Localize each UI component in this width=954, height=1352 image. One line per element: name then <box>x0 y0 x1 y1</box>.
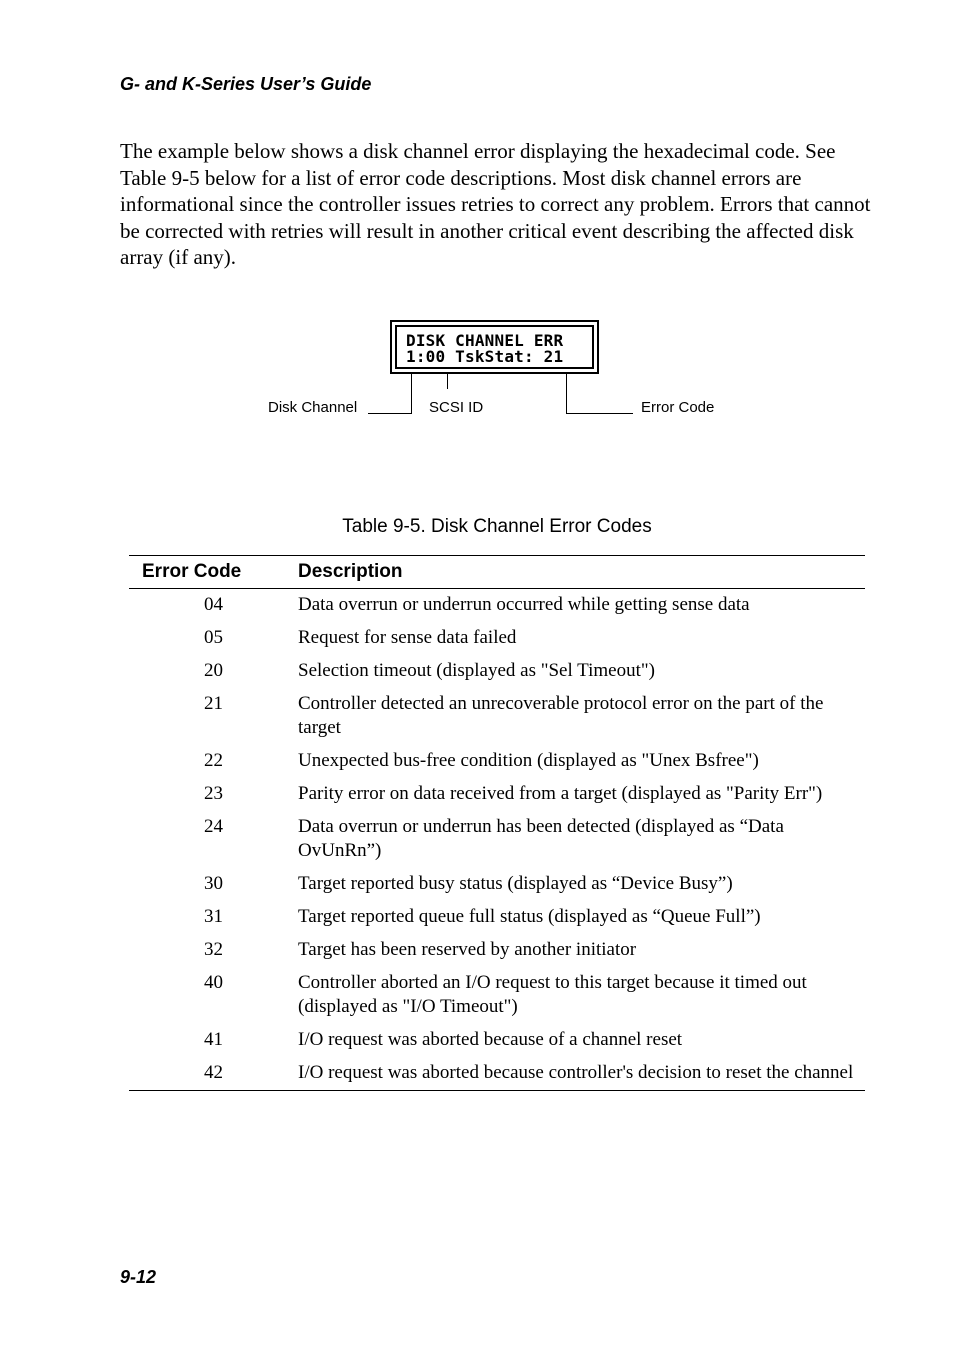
callout-error-code: Error Code <box>641 399 715 416</box>
table-row <box>129 868 865 901</box>
table-caption: Table 9-5. Disk Channel Error Codes <box>342 516 652 537</box>
running-header: G- and K-Series User’s Guide <box>120 74 372 94</box>
table-row <box>129 589 865 623</box>
table-row <box>129 655 865 688</box>
intro-paragraph: The example below shows a disk channel error displaying the hexadecimal code. See Table 9-5 below for a list of error code descriptions. Most disk channel errors are informational since the controller issues retries to correct any problem. Errors that cannot be corrected with retries will result in another critical event describing the affected disk array (if any). <box>120 139 871 269</box>
table-row <box>129 622 865 655</box>
table-header-row <box>129 556 865 589</box>
description-cell: Controller aborted an I/O request to this target because it timed out (displayed as "I/O Timeout") <box>298 972 807 1017</box>
callout-scsi-id: SCSI ID <box>429 399 484 416</box>
error-code-cell: 04 <box>204 594 223 615</box>
table-row <box>129 1024 865 1057</box>
description-cell: I/O request was aborted because controller's decision to reset the channel <box>298 1062 854 1083</box>
error-code-cell: 30 <box>204 873 223 894</box>
error-code-cell: 21 <box>204 693 223 714</box>
page-number: 9-12 <box>120 1267 157 1287</box>
error-code-cell: 42 <box>204 1062 223 1083</box>
error-codes-table <box>129 555 865 1091</box>
header-error-code: Error Code <box>129 556 298 589</box>
table-row <box>129 934 865 967</box>
description-cell: Data overrun or underrun occurred while getting sense data <box>298 594 750 615</box>
description-cell: Target reported busy status (displayed as “Device Busy”) <box>298 873 733 894</box>
error-code-cell: 20 <box>204 660 223 681</box>
error-code-cell: 05 <box>204 627 223 648</box>
error-code-cell: 23 <box>204 783 223 804</box>
description-cell: I/O request was aborted because of a channel reset <box>298 1029 683 1050</box>
disk-channel-leader-horizontal <box>368 413 412 414</box>
error-code-cell: 22 <box>204 750 223 771</box>
lcd-display <box>390 320 599 374</box>
description-cell: Parity error on data received from a target (displayed as "Parity Err") <box>298 783 823 804</box>
error-code-cell: 41 <box>204 1029 223 1050</box>
table-row <box>129 1057 865 1091</box>
description-cell: Request for sense data failed <box>298 627 517 648</box>
lcd-line-2: 1:00 TskStat: 21 <box>406 347 564 366</box>
callout-disk-channel: Disk Channel <box>268 399 358 416</box>
header-description: Description <box>298 556 865 589</box>
error-code-cell: 31 <box>204 906 223 927</box>
table-row <box>129 778 865 811</box>
table-body <box>129 589 865 1091</box>
table-row <box>129 901 865 934</box>
error-code-leader-vertical <box>566 374 567 414</box>
description-cell: Target has been reserved by another initiator <box>298 939 637 960</box>
disk-channel-leader-vertical <box>411 374 412 414</box>
description-cell: Selection timeout (displayed as "Sel Timeout") <box>298 660 655 681</box>
error-code-cell: 40 <box>204 972 223 993</box>
description-cell: Controller detected an unrecoverable protocol error on the part of the target <box>298 693 824 738</box>
error-code-cell: 24 <box>204 816 223 837</box>
error-code-cell: 32 <box>204 939 223 960</box>
table-row <box>129 688 865 745</box>
lcd-line-1: DISK CHANNEL ERR <box>406 331 564 350</box>
table-row <box>129 811 865 868</box>
description-cell: Data overrun or underrun has been detected (displayed as “Data OvUnRn”) <box>298 816 784 861</box>
description-cell: Target reported queue full status (displayed as “Queue Full”) <box>298 906 761 927</box>
description-cell: Unexpected bus-free condition (displayed as "Unex Bsfree") <box>298 750 759 771</box>
table-row <box>129 967 865 1024</box>
table-row <box>129 745 865 778</box>
scsi-id-leader <box>447 374 448 389</box>
error-code-leader-horizontal <box>566 413 633 414</box>
